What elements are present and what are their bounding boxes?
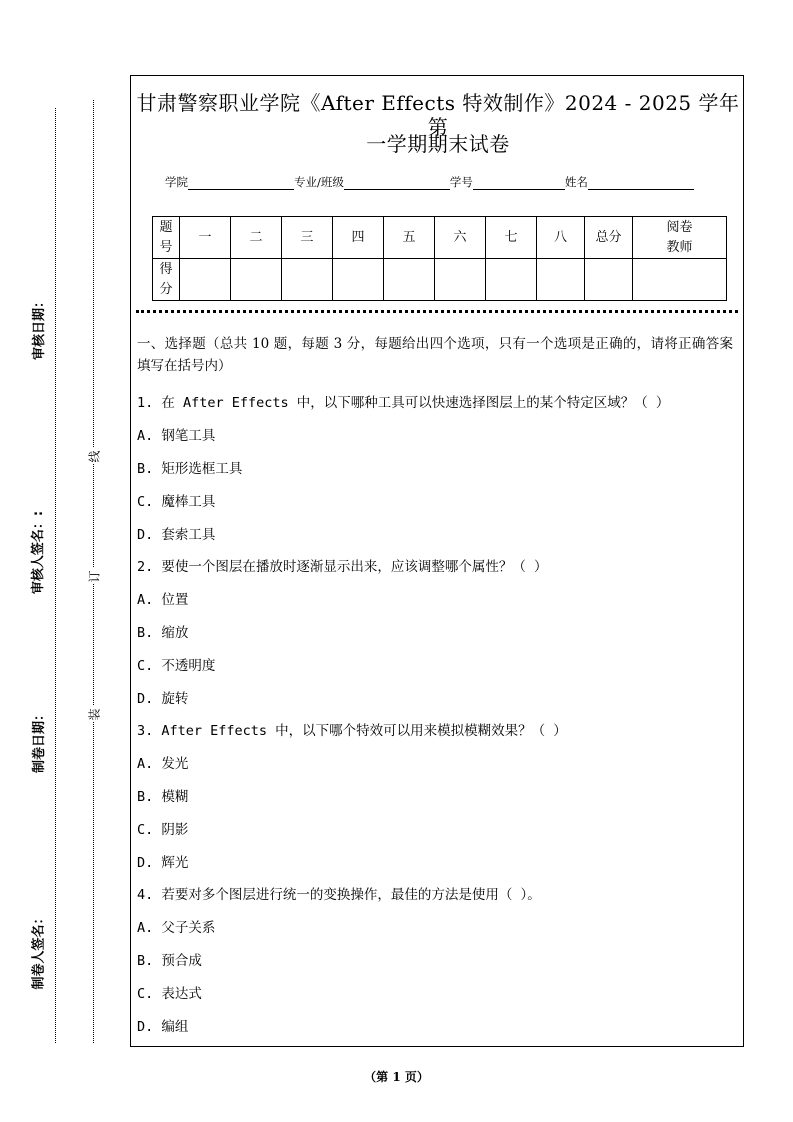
- paper-maker-signature-label: 制卷人签名：: [22, 935, 52, 965]
- grader-header: 阅卷 教师: [633, 217, 727, 259]
- part-3-header: 三: [282, 217, 333, 259]
- question-1-option-a[interactable]: A. 钢笔工具: [137, 428, 216, 445]
- section-separator: [136, 310, 738, 313]
- score-cell-7[interactable]: [486, 259, 537, 301]
- sign-dotted-line: [55, 108, 56, 1043]
- section-heading: 一、选择题（总共 10 题，每题 3 分，每题给出四个选项，只有一个选项是正确的，请将正确答案填写在括号内）: [137, 336, 733, 374]
- binding-word-bind: 装: [87, 707, 102, 721]
- student-id-label: 学号: [449, 175, 473, 189]
- major-class-label: 专业/班级: [294, 175, 344, 189]
- question-4-option-c[interactable]: C. 表达式: [137, 985, 202, 1002]
- part-5-header: 五: [384, 217, 435, 259]
- part-2-header: 二: [231, 217, 282, 259]
- score-cell-6[interactable]: [435, 259, 486, 301]
- review-date-label: 审核日期：: [22, 312, 52, 342]
- score-cell-5[interactable]: [384, 259, 435, 301]
- name-label: 姓名: [564, 175, 588, 189]
- score-cell-4[interactable]: [333, 259, 384, 301]
- exam-title-line2: 一学期期末试卷: [366, 132, 510, 156]
- question-2-option-b[interactable]: B. 缩放: [137, 624, 189, 641]
- total-score-header: 总分: [585, 217, 633, 259]
- question-2-option-c[interactable]: C. 不透明度: [137, 657, 216, 674]
- question-2-option-a[interactable]: A. 位置: [137, 592, 189, 609]
- question-3-option-c[interactable]: C. 阴影: [137, 821, 189, 838]
- exam-title-line1: 甘肃警察职业学院《After Effects 特效制作》2024 - 2025 学年第: [136, 91, 740, 139]
- question-3-option-a[interactable]: A. 发光: [137, 756, 189, 773]
- part-4-header: 四: [333, 217, 384, 259]
- question-1-option-b[interactable]: B. 矩形选框工具: [137, 460, 243, 477]
- binding-word-staple: 订: [87, 569, 102, 583]
- part-7-header: 七: [486, 217, 537, 259]
- question-3-stem: 3. After Effects 中，以下哪个特效可以用来模拟模糊效果？（ ）: [137, 723, 567, 740]
- question-1-stem: 1. 在 After Effects 中，以下哪种工具可以快速选择图层上的某个特定区域？（ ）: [137, 395, 670, 412]
- part-1-header: 一: [180, 217, 231, 259]
- score-header-row: [153, 217, 727, 259]
- part-8-header: 八: [537, 217, 585, 259]
- paper-date-label: 制卷日期：: [22, 725, 52, 755]
- question-4-stem: 4. 若要对多个图层进行统一的变换操作，最佳的方法是使用（ ）。: [137, 887, 541, 904]
- question-3-option-d[interactable]: D. 辉光: [137, 854, 189, 871]
- question-1-option-c[interactable]: C. 魔棒工具: [137, 493, 216, 510]
- score-row: [153, 259, 727, 301]
- score-cell-1[interactable]: [180, 259, 231, 301]
- question-4-option-a[interactable]: A. 父子关系: [137, 920, 216, 937]
- question-4-option-d[interactable]: D. 编组: [137, 1018, 189, 1035]
- exam-frame: [130, 75, 744, 1047]
- student-id-blank[interactable]: [473, 177, 565, 190]
- score-table: [152, 216, 727, 301]
- score-cell-grader[interactable]: [633, 259, 727, 301]
- question-4-option-b[interactable]: B. 预合成: [137, 952, 202, 969]
- score-row-label: 得 分: [153, 259, 180, 301]
- question-1-option-d[interactable]: D. 套索工具: [137, 526, 216, 543]
- question-2-stem: 2. 要使一个图层在播放时逐渐显示出来，应该调整哪个属性？（ ）: [137, 559, 548, 576]
- name-blank[interactable]: [588, 177, 694, 190]
- page-number: （第 1 页）: [364, 1070, 429, 1084]
- score-cell-total[interactable]: [585, 259, 633, 301]
- major-class-blank[interactable]: [344, 177, 450, 190]
- binding-word-line: 线: [87, 449, 102, 463]
- student-info-row: [165, 174, 723, 190]
- college-blank[interactable]: [188, 177, 294, 190]
- question-2-option-d[interactable]: D. 旋转: [137, 690, 189, 707]
- score-cell-8[interactable]: [537, 259, 585, 301]
- question-number-header: 题 号: [153, 217, 180, 259]
- score-cell-2[interactable]: [231, 259, 282, 301]
- score-cell-3[interactable]: [282, 259, 333, 301]
- question-list: [137, 385, 737, 1041]
- college-label: 学院: [165, 175, 188, 189]
- part-6-header: 六: [435, 217, 486, 259]
- reviewer-signature-label: 审核人签名：:: [22, 537, 52, 567]
- question-3-option-b[interactable]: B. 模糊: [137, 788, 189, 805]
